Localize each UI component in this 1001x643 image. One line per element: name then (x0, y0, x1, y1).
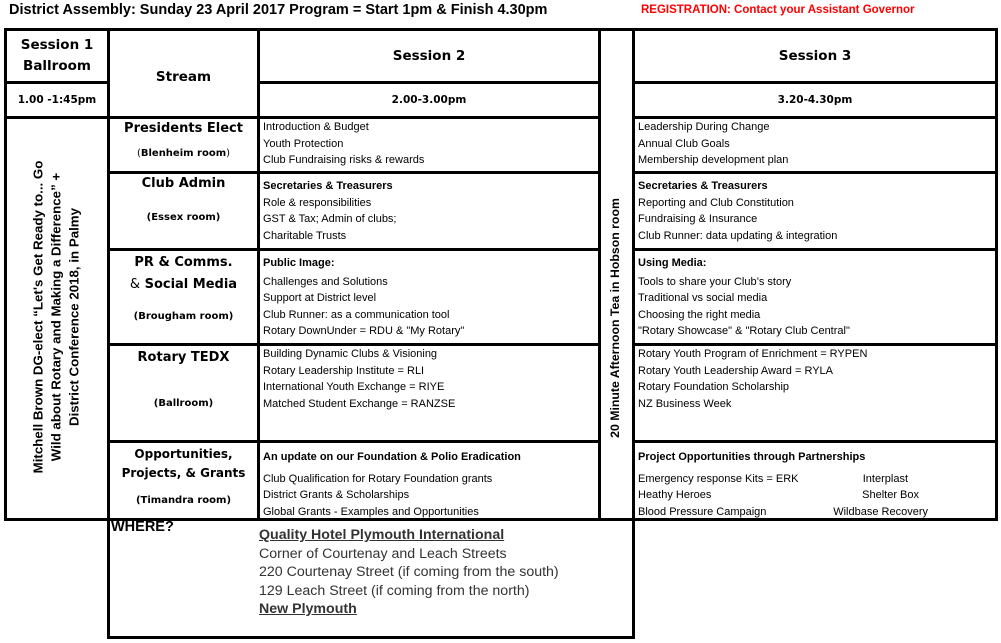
session2-header (257, 28, 601, 84)
stream-name: Presidents Elect (124, 121, 243, 136)
list-item: Challenges and Solutions (263, 275, 388, 288)
stream-rotary-tedx (107, 343, 260, 443)
registration-note: REGISTRATION: Contact your Assistant Governor (641, 4, 915, 16)
list-heading: An update on our Foundation & Polio Eradication (263, 451, 521, 463)
list-item: Building Dynamic Clubs & Visioning (263, 348, 438, 360)
stream-presidents-elect (107, 116, 260, 174)
city-name: New Plymouth (259, 601, 357, 617)
list-item: Choosing the right media (638, 308, 761, 321)
stream-room: (Ballroom) (153, 398, 214, 409)
stream-room: (Brougham room) (133, 311, 234, 322)
venue-name: Quality Hotel Plymouth International (259, 527, 505, 543)
list-item: Fundraising & Insurance (638, 213, 758, 225)
list-item: GST & Tax; Admin of clubs; (263, 213, 397, 225)
list-item: Rotary Foundation Scholarship (638, 381, 790, 393)
stream-name-line1: PR & Comms. (134, 255, 233, 270)
session1-header (4, 28, 110, 84)
list-heading: Public Image: (263, 257, 335, 269)
stream-room: (Timandra room) (135, 495, 232, 506)
where-label: WHERE? (111, 519, 174, 535)
list-item: Role & responsibilities (263, 196, 372, 209)
session2-opportunities (257, 440, 601, 521)
list-item: Rotary Youth Leadership Award = RYLA (638, 364, 833, 377)
address-line: Corner of Courtenay and Leach Streets (259, 545, 507, 562)
list-item: Support at District level (263, 292, 377, 304)
address-line: 129 Leach Street (if coming from the north) (259, 582, 530, 599)
stream-title: Stream (155, 69, 212, 85)
stream-header (107, 28, 260, 119)
list-item: Rotary Leadership Institute = RLI (263, 364, 425, 377)
session3-title: Session 3 (778, 47, 852, 64)
session3-club-admin (632, 171, 998, 251)
page-title: District Assembly: Sunday 23 April 2017 Program = Start 1pm & Finish 4.30pm (9, 2, 548, 18)
list-item: NZ Business Week (638, 397, 732, 410)
list-item: Charitable Trusts (263, 229, 347, 242)
list-item: Introduction & Budget (263, 121, 369, 133)
list-heading: Project Opportunities through Partnerships (638, 451, 866, 463)
stream-room: (Blenheim room) (136, 148, 231, 159)
list-item: Youth Protection (263, 137, 344, 150)
afternoon-tea-text: 20 Minute Afternoon Tea in Hobson room (608, 198, 623, 438)
afternoon-tea-label (600, 118, 630, 518)
list-item: International Youth Exchange = RIYE (263, 381, 445, 393)
list-item: Rotary DownUnder = RDU & "My Rotary" (263, 325, 465, 337)
session1-text (6, 118, 106, 516)
list-item: Emergency response Kits = ERK Interplast (638, 472, 908, 485)
list-item: Leadership During Change (638, 121, 770, 133)
list-item: Reporting and Club Constitution (638, 196, 794, 209)
list-item: Rotary Youth Program of Enrichment = RYPEN (638, 348, 868, 360)
stream-opportunities (107, 440, 260, 521)
session2-rotary-tedx (257, 343, 601, 443)
list-item: District Grants & Scholarships (263, 489, 410, 501)
stream-name: Rotary TEDX (137, 350, 230, 365)
list-item: Club Fundraising risks & rewards (263, 154, 425, 166)
list-item: Club Qualification for Rotary Foundation grants (263, 472, 493, 485)
list-heading: Using Media: (638, 257, 707, 269)
session3-time (632, 81, 998, 119)
stream-name: Club Admin (141, 176, 226, 191)
stream-name-line1: Opportunities, (134, 447, 233, 461)
session1-time-text: 1.00 -1:45pm (17, 94, 97, 106)
list-item: Membership development plan (638, 154, 789, 166)
session3-time-text: 3.20-4.30pm (777, 94, 853, 106)
address-line: 220 Courtenay Street (if coming from the south) (259, 564, 559, 580)
session2-time-text: 2.00-3.00pm (391, 94, 467, 106)
list-item: Heathy Heroes Shelter Box (638, 489, 919, 501)
stream-club-admin (107, 171, 260, 251)
list-item: Traditional vs social media (638, 292, 768, 304)
list-item: Club Runner: as a communication tool (263, 308, 450, 321)
session1-time (4, 81, 110, 119)
list-item: Blood Pressure Campaign Wildbase Recovery (638, 505, 928, 518)
list-item: Tools to share your Club’s story (638, 275, 792, 288)
stream-room: (Essex room) (146, 212, 221, 223)
session3-header (632, 28, 998, 84)
session3-opportunities (632, 440, 998, 521)
session3-presidents-elect (632, 116, 998, 174)
session2-club-admin (257, 171, 601, 251)
session2-presidents-elect (257, 116, 601, 174)
session1-room: Ballroom (23, 58, 91, 74)
session1-title: Session 1 (20, 37, 94, 53)
stream-name-line2: Projects, & Grants (121, 466, 246, 480)
session1-line1: Mitchell Brown DG-elect “Let's Get Ready to... Go (30, 160, 46, 474)
session3-rotary-tedx (632, 343, 998, 443)
session1-line3: District Conference 2018, in Palmy (66, 207, 82, 427)
session2-pr-comms (257, 248, 601, 346)
list-heading: Secretaries & Treasurers (638, 180, 768, 192)
session1-line2: Wild about Rotary and Making a Difference” + (48, 172, 64, 462)
list-item: Club Runner: data updating & integration (638, 229, 838, 242)
session3-pr-comms (632, 248, 998, 346)
list-item: Annual Club Goals (638, 137, 730, 150)
list-item: "Rotary Showcase" & "Rotary Club Central" (638, 325, 850, 337)
where-details (259, 526, 559, 619)
list-heading: Secretaries & Treasurers (263, 180, 393, 192)
session2-time (257, 81, 601, 119)
list-item: Matched Student Exchange = RANZSE (263, 397, 456, 410)
stream-name-line2: & Social Media (129, 277, 238, 292)
stream-pr-comms (107, 248, 260, 346)
session2-title: Session 2 (392, 47, 466, 64)
list-item: Global Grants - Examples and Opportunities (263, 505, 479, 518)
